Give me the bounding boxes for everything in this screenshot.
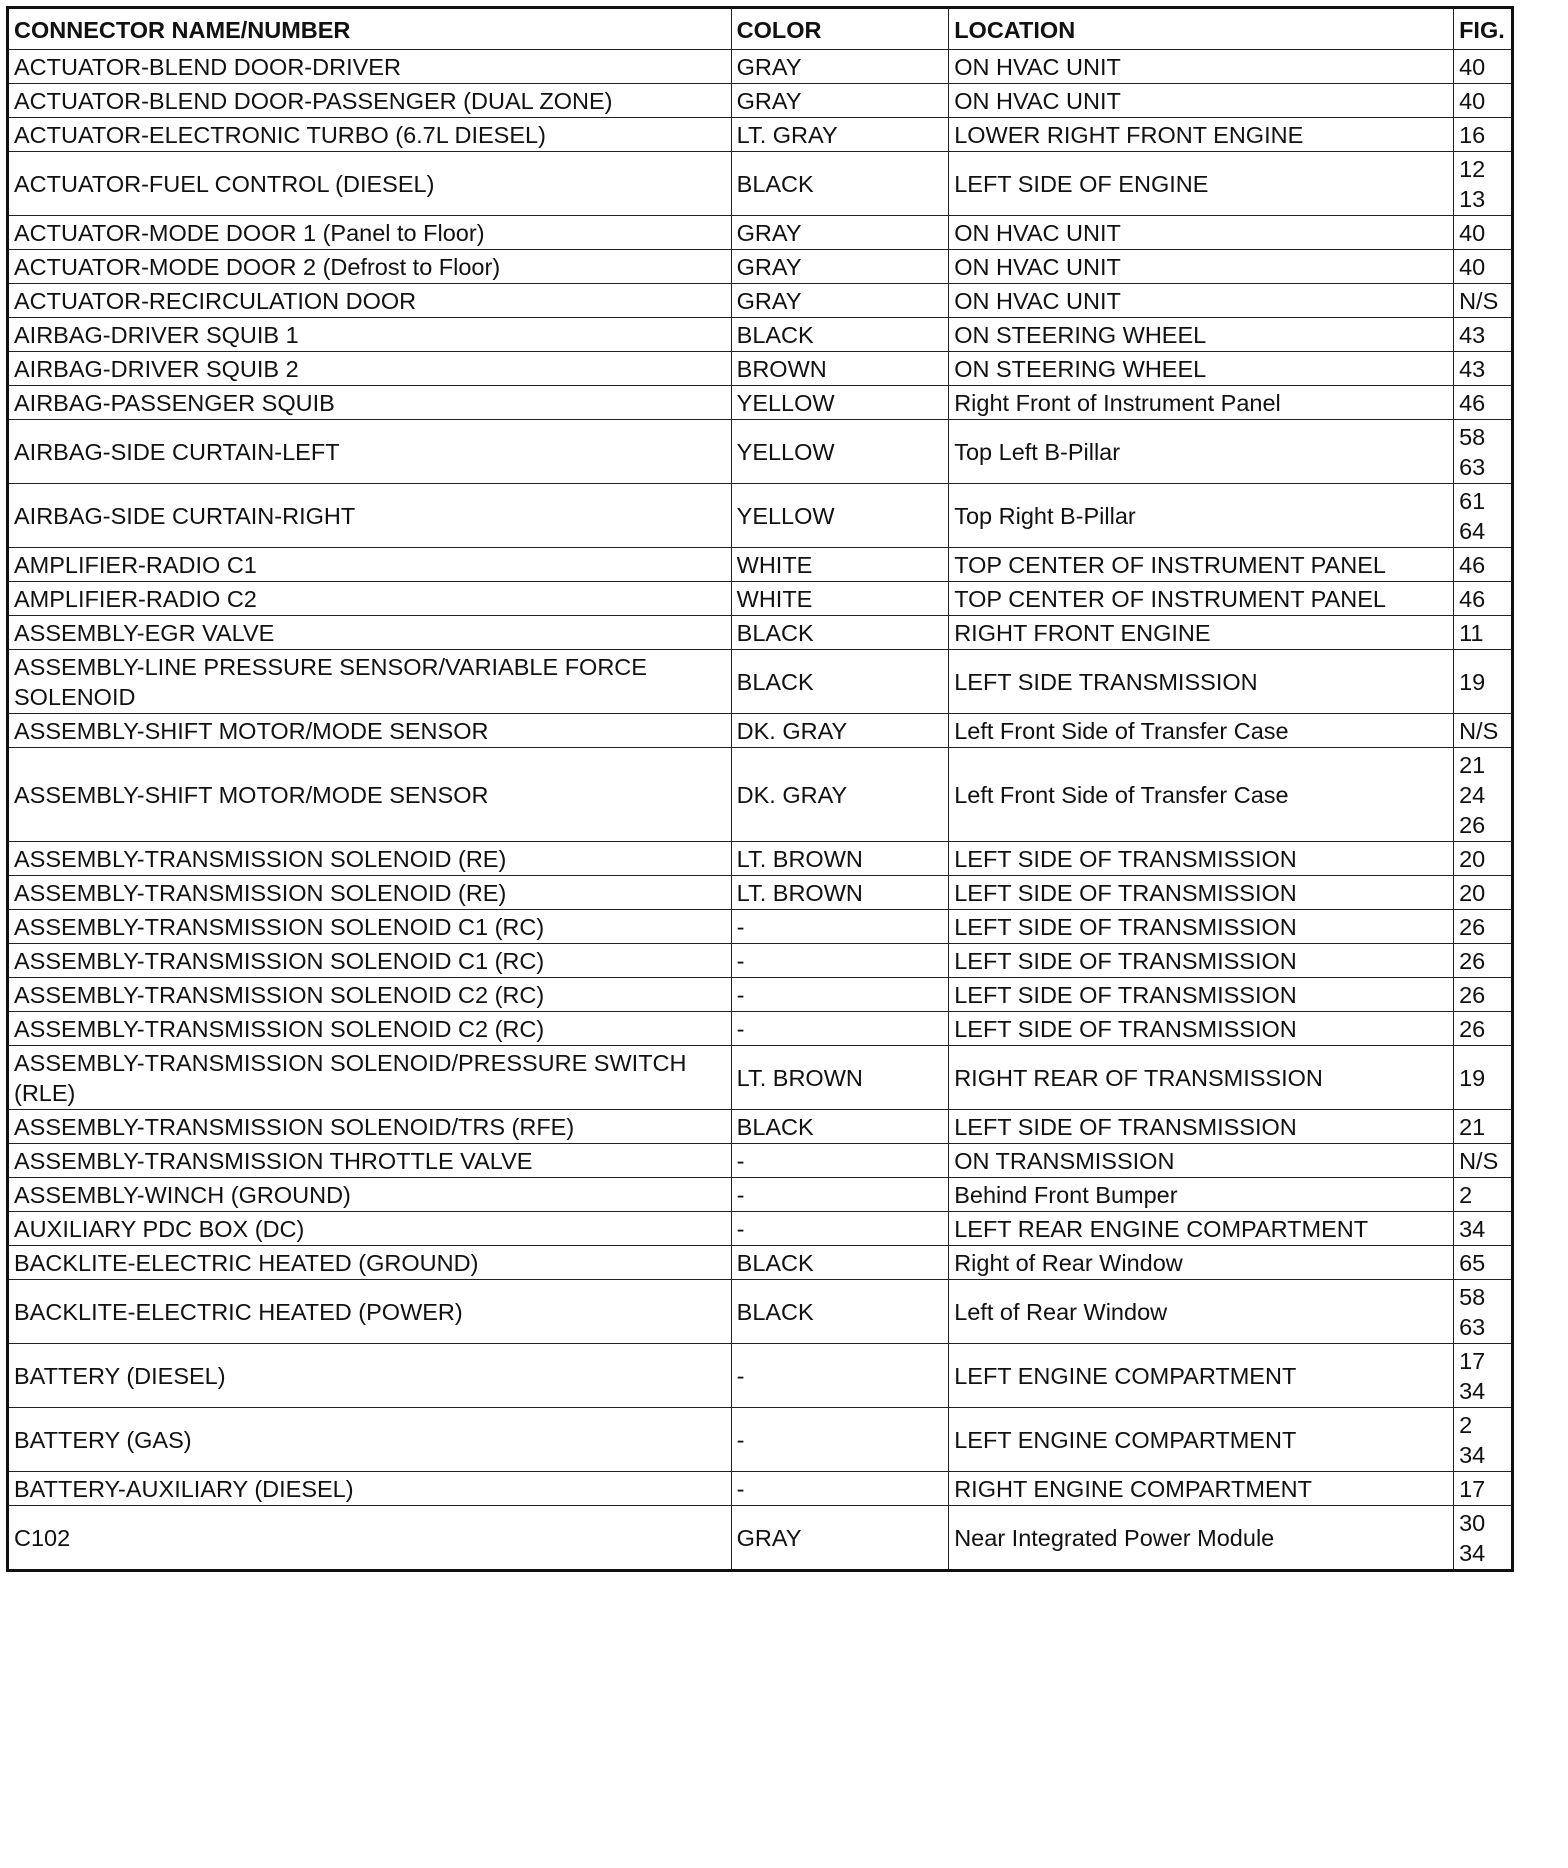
location-cell: ON HVAC UNIT <box>949 50 1454 84</box>
color-cell: LT. GRAY <box>731 118 949 152</box>
connector-name-cell: BATTERY (DIESEL) <box>8 1344 732 1408</box>
location-cell: RIGHT ENGINE COMPARTMENT <box>949 1472 1454 1506</box>
color-cell: GRAY <box>731 50 949 84</box>
table-row <box>8 1246 1513 1280</box>
table-row <box>8 616 1513 650</box>
fig-cell: 46 <box>1454 548 1513 582</box>
table-row <box>8 420 1513 484</box>
connector-name-cell: AIRBAG-DRIVER SQUIB 1 <box>8 318 732 352</box>
connector-name-cell: ASSEMBLY-TRANSMISSION THROTTLE VALVE <box>8 1144 732 1178</box>
location-cell: Top Right B-Pillar <box>949 484 1454 548</box>
table-row <box>8 876 1513 910</box>
fig-cell: 21 24 26 <box>1454 748 1513 842</box>
fig-cell: 19 <box>1454 650 1513 714</box>
connector-name-cell: ASSEMBLY-TRANSMISSION SOLENOID/TRS (RFE) <box>8 1110 732 1144</box>
color-cell: - <box>731 978 949 1012</box>
connector-name-cell: ACTUATOR-BLEND DOOR-DRIVER <box>8 50 732 84</box>
connector-name-cell: BACKLITE-ELECTRIC HEATED (POWER) <box>8 1280 732 1344</box>
table-row <box>8 1178 1513 1212</box>
fig-cell: 19 <box>1454 1046 1513 1110</box>
connector-name-cell: ASSEMBLY-SHIFT MOTOR/MODE SENSOR <box>8 714 732 748</box>
connector-name-cell: ASSEMBLY-TRANSMISSION SOLENOID C2 (RC) <box>8 978 732 1012</box>
table-row <box>8 1144 1513 1178</box>
table-row <box>8 1408 1513 1472</box>
fig-cell: 46 <box>1454 386 1513 420</box>
fig-cell: 58 63 <box>1454 420 1513 484</box>
color-cell: BLACK <box>731 152 949 216</box>
color-cell: LT. BROWN <box>731 842 949 876</box>
color-cell: - <box>731 910 949 944</box>
location-cell: LEFT SIDE OF TRANSMISSION <box>949 842 1454 876</box>
location-cell: Right Front of Instrument Panel <box>949 386 1454 420</box>
fig-cell: 26 <box>1454 910 1513 944</box>
header-fig: FIG. <box>1454 8 1513 50</box>
location-cell: Left of Rear Window <box>949 1280 1454 1344</box>
connector-name-cell: AIRBAG-PASSENGER SQUIB <box>8 386 732 420</box>
location-cell: LEFT SIDE OF TRANSMISSION <box>949 876 1454 910</box>
location-cell: LEFT REAR ENGINE COMPARTMENT <box>949 1212 1454 1246</box>
fig-cell: 40 <box>1454 250 1513 284</box>
color-cell: - <box>731 944 949 978</box>
location-cell: ON TRANSMISSION <box>949 1144 1454 1178</box>
table-row <box>8 1012 1513 1046</box>
table-row <box>8 910 1513 944</box>
table-row <box>8 1110 1513 1144</box>
color-cell: BLACK <box>731 1110 949 1144</box>
color-cell: BLACK <box>731 318 949 352</box>
connector-name-cell: ASSEMBLY-TRANSMISSION SOLENOID C2 (RC) <box>8 1012 732 1046</box>
color-cell: GRAY <box>731 284 949 318</box>
location-cell: LEFT SIDE TRANSMISSION <box>949 650 1454 714</box>
connector-name-cell: ASSEMBLY-TRANSMISSION SOLENOID C1 (RC) <box>8 944 732 978</box>
fig-cell: 26 <box>1454 1012 1513 1046</box>
fig-cell: N/S <box>1454 284 1513 318</box>
fig-cell: 61 64 <box>1454 484 1513 548</box>
fig-cell: 40 <box>1454 216 1513 250</box>
color-cell: BLACK <box>731 616 949 650</box>
fig-cell: 26 <box>1454 944 1513 978</box>
fig-cell: 26 <box>1454 978 1513 1012</box>
color-cell: GRAY <box>731 250 949 284</box>
location-cell: LEFT SIDE OF TRANSMISSION <box>949 910 1454 944</box>
connector-name-cell: AMPLIFIER-RADIO C2 <box>8 582 732 616</box>
fig-cell: N/S <box>1454 714 1513 748</box>
location-cell: ON HVAC UNIT <box>949 250 1454 284</box>
fig-cell: 11 <box>1454 616 1513 650</box>
connector-name-cell: BACKLITE-ELECTRIC HEATED (GROUND) <box>8 1246 732 1280</box>
location-cell: LOWER RIGHT FRONT ENGINE <box>949 118 1454 152</box>
color-cell: - <box>731 1178 949 1212</box>
fig-cell: 21 <box>1454 1110 1513 1144</box>
table-row <box>8 714 1513 748</box>
table-row <box>8 250 1513 284</box>
header-connector-name: CONNECTOR NAME/NUMBER <box>8 8 732 50</box>
connector-name-cell: ACTUATOR-BLEND DOOR-PASSENGER (DUAL ZONE) <box>8 84 732 118</box>
connector-name-cell: ACTUATOR-MODE DOOR 2 (Defrost to Floor) <box>8 250 732 284</box>
connector-name-cell: ASSEMBLY-TRANSMISSION SOLENOID (RE) <box>8 842 732 876</box>
location-cell: LEFT SIDE OF ENGINE <box>949 152 1454 216</box>
table-row <box>8 842 1513 876</box>
location-cell: ON HVAC UNIT <box>949 284 1454 318</box>
connector-name-cell: ASSEMBLY-SHIFT MOTOR/MODE SENSOR <box>8 748 732 842</box>
location-cell: LEFT ENGINE COMPARTMENT <box>949 1344 1454 1408</box>
connector-name-cell: ACTUATOR-RECIRCULATION DOOR <box>8 284 732 318</box>
color-cell: YELLOW <box>731 484 949 548</box>
connector-name-cell: BATTERY-AUXILIARY (DIESEL) <box>8 1472 732 1506</box>
table-row <box>8 152 1513 216</box>
table-row <box>8 386 1513 420</box>
color-cell: GRAY <box>731 84 949 118</box>
color-cell: BLACK <box>731 650 949 714</box>
fig-cell: 16 <box>1454 118 1513 152</box>
location-cell: ON STEERING WHEEL <box>949 352 1454 386</box>
color-cell: GRAY <box>731 1506 949 1571</box>
color-cell: GRAY <box>731 216 949 250</box>
table-row <box>8 1212 1513 1246</box>
location-cell: Behind Front Bumper <box>949 1178 1454 1212</box>
fig-cell: 20 <box>1454 876 1513 910</box>
table-row <box>8 1506 1513 1571</box>
table-row <box>8 748 1513 842</box>
connector-name-cell: ASSEMBLY-TRANSMISSION SOLENOID/PRESSURE SWITCH (RLE) <box>8 1046 732 1110</box>
header-color: COLOR <box>731 8 949 50</box>
color-cell: - <box>731 1344 949 1408</box>
fig-cell: 58 63 <box>1454 1280 1513 1344</box>
location-cell: RIGHT REAR OF TRANSMISSION <box>949 1046 1454 1110</box>
fig-cell: 2 34 <box>1454 1408 1513 1472</box>
connector-name-cell: AIRBAG-SIDE CURTAIN-LEFT <box>8 420 732 484</box>
connector-name-cell: ACTUATOR-MODE DOOR 1 (Panel to Floor) <box>8 216 732 250</box>
location-cell: Left Front Side of Transfer Case <box>949 714 1454 748</box>
color-cell: - <box>731 1212 949 1246</box>
fig-cell: 43 <box>1454 318 1513 352</box>
fig-cell: 17 <box>1454 1472 1513 1506</box>
connector-name-cell: ACTUATOR-ELECTRONIC TURBO (6.7L DIESEL) <box>8 118 732 152</box>
color-cell: BLACK <box>731 1246 949 1280</box>
fig-cell: 34 <box>1454 1212 1513 1246</box>
location-cell: RIGHT FRONT ENGINE <box>949 616 1454 650</box>
location-cell: LEFT SIDE OF TRANSMISSION <box>949 1110 1454 1144</box>
color-cell: BROWN <box>731 352 949 386</box>
connector-name-cell: AMPLIFIER-RADIO C1 <box>8 548 732 582</box>
color-cell: - <box>731 1408 949 1472</box>
location-cell: Left Front Side of Transfer Case <box>949 748 1454 842</box>
color-cell: - <box>731 1472 949 1506</box>
fig-cell: 12 13 <box>1454 152 1513 216</box>
fig-cell: 46 <box>1454 582 1513 616</box>
table-row <box>8 318 1513 352</box>
table-row <box>8 944 1513 978</box>
connector-name-cell: ASSEMBLY-LINE PRESSURE SENSOR/VARIABLE FORCE SOLENOID <box>8 650 732 714</box>
color-cell: - <box>731 1144 949 1178</box>
table-row <box>8 118 1513 152</box>
connector-name-cell: ACTUATOR-FUEL CONTROL (DIESEL) <box>8 152 732 216</box>
connector-name-cell: ASSEMBLY-WINCH (GROUND) <box>8 1178 732 1212</box>
header-location: LOCATION <box>949 8 1454 50</box>
location-cell: TOP CENTER OF INSTRUMENT PANEL <box>949 548 1454 582</box>
table-row <box>8 216 1513 250</box>
fig-cell: 30 34 <box>1454 1506 1513 1571</box>
fig-cell: 65 <box>1454 1246 1513 1280</box>
location-cell: Near Integrated Power Module <box>949 1506 1454 1571</box>
connector-name-cell: AIRBAG-SIDE CURTAIN-RIGHT <box>8 484 732 548</box>
fig-cell: N/S <box>1454 1144 1513 1178</box>
color-cell: LT. BROWN <box>731 1046 949 1110</box>
table-row <box>8 548 1513 582</box>
table-row <box>8 582 1513 616</box>
fig-cell: 40 <box>1454 84 1513 118</box>
fig-cell: 2 <box>1454 1178 1513 1212</box>
location-cell: ON HVAC UNIT <box>949 84 1454 118</box>
table-row <box>8 1344 1513 1408</box>
color-cell: WHITE <box>731 548 949 582</box>
color-cell: BLACK <box>731 1280 949 1344</box>
location-cell: ON STEERING WHEEL <box>949 318 1454 352</box>
table-row <box>8 284 1513 318</box>
location-cell: LEFT SIDE OF TRANSMISSION <box>949 944 1454 978</box>
table-row <box>8 978 1513 1012</box>
table-row <box>8 84 1513 118</box>
header-row <box>8 8 1513 50</box>
location-cell: ON HVAC UNIT <box>949 216 1454 250</box>
color-cell: YELLOW <box>731 386 949 420</box>
fig-cell: 17 34 <box>1454 1344 1513 1408</box>
color-cell: DK. GRAY <box>731 748 949 842</box>
color-cell: LT. BROWN <box>731 876 949 910</box>
fig-cell: 20 <box>1454 842 1513 876</box>
connector-name-cell: ASSEMBLY-EGR VALVE <box>8 616 732 650</box>
color-cell: YELLOW <box>731 420 949 484</box>
connector-name-cell: AUXILIARY PDC BOX (DC) <box>8 1212 732 1246</box>
fig-cell: 40 <box>1454 50 1513 84</box>
location-cell: LEFT SIDE OF TRANSMISSION <box>949 1012 1454 1046</box>
color-cell: DK. GRAY <box>731 714 949 748</box>
connector-table <box>6 6 1514 1572</box>
color-cell: - <box>731 1012 949 1046</box>
location-cell: LEFT SIDE OF TRANSMISSION <box>949 978 1454 1012</box>
connector-name-cell: C102 <box>8 1506 732 1571</box>
connector-name-cell: ASSEMBLY-TRANSMISSION SOLENOID C1 (RC) <box>8 910 732 944</box>
location-cell: Right of Rear Window <box>949 1246 1454 1280</box>
table-row <box>8 352 1513 386</box>
color-cell: WHITE <box>731 582 949 616</box>
location-cell: LEFT ENGINE COMPARTMENT <box>949 1408 1454 1472</box>
table-row <box>8 1280 1513 1344</box>
table-row <box>8 1046 1513 1110</box>
connector-name-cell: AIRBAG-DRIVER SQUIB 2 <box>8 352 732 386</box>
location-cell: Top Left B-Pillar <box>949 420 1454 484</box>
connector-name-cell: ASSEMBLY-TRANSMISSION SOLENOID (RE) <box>8 876 732 910</box>
location-cell: TOP CENTER OF INSTRUMENT PANEL <box>949 582 1454 616</box>
fig-cell: 43 <box>1454 352 1513 386</box>
table-row <box>8 1472 1513 1506</box>
table-row <box>8 650 1513 714</box>
table-row <box>8 50 1513 84</box>
connector-name-cell: BATTERY (GAS) <box>8 1408 732 1472</box>
table-row <box>8 484 1513 548</box>
